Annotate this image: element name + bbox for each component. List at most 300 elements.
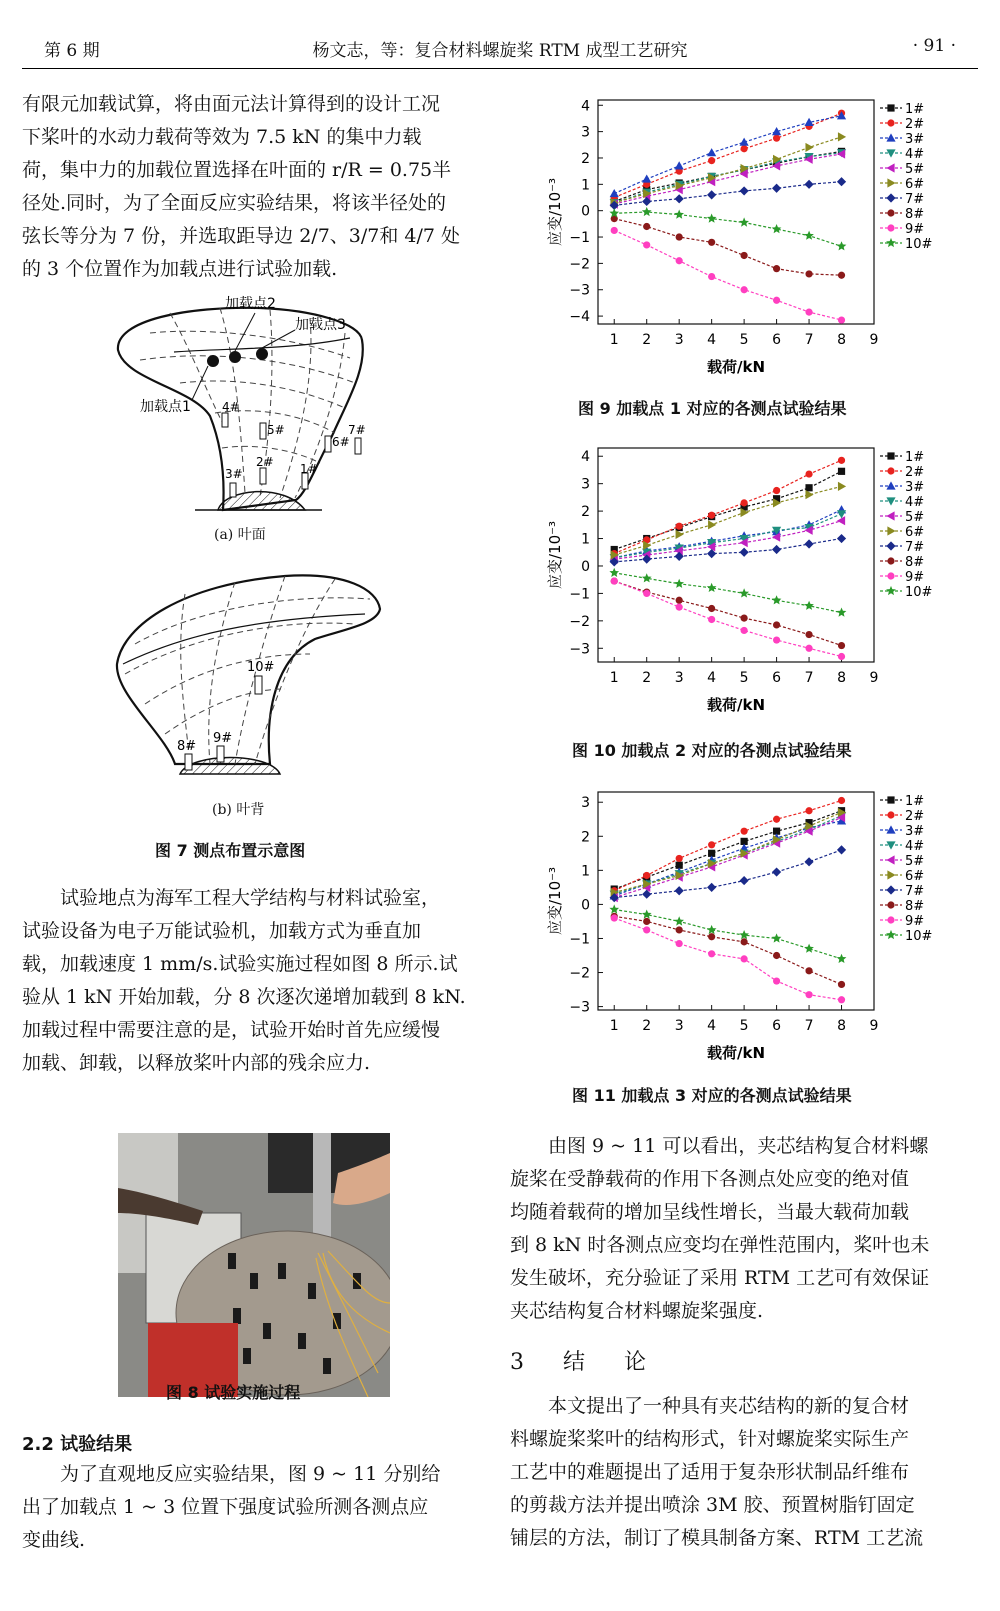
y-tick-label: −3 [569,641,590,658]
data-point [642,910,652,919]
data-point [805,631,812,638]
data-point [804,857,813,866]
legend-label: 3# [905,132,925,147]
data-point [838,272,845,279]
data-point [838,316,845,323]
text-line: 本文提出了一种具有夹芯结构的新的复合材 [548,1395,910,1417]
y-tick-label: 2 [581,829,590,846]
data-point [643,926,650,933]
legend-marker [886,238,896,247]
data-point [741,627,748,634]
gauge-5-label: 5# [267,423,285,437]
data-point [707,214,717,223]
data-point [676,926,683,933]
data-point [838,482,846,491]
y-tick-label: 1 [581,863,590,880]
legend-label: 2# [905,117,925,132]
data-point [740,186,749,195]
legend-marker [887,811,894,818]
header-rule [22,68,978,69]
x-tick-label: 2 [642,1018,652,1034]
x-tick-label: 3 [674,332,684,348]
data-point [707,925,717,934]
y-tick-label: −4 [569,309,590,326]
legend-label: 8# [905,899,925,914]
data-point [739,217,749,226]
x-tick-label: 7 [804,332,814,348]
data-point [838,981,845,988]
series-6 [611,132,846,207]
data-point [804,231,814,240]
x-tick-label: 8 [837,1018,846,1034]
data-point [642,573,652,582]
data-point [708,512,715,519]
y-tick-label: −1 [569,931,590,948]
x-tick-label: 1 [609,1018,619,1034]
x-tick-label: 8 [837,670,846,686]
data-point [741,145,748,152]
data-point [773,621,780,628]
x-axis-label: 载荷/kN [706,696,766,714]
data-point [643,872,650,879]
y-tick-label: 0 [581,203,590,220]
y-tick-label: 1 [581,531,590,548]
x-tick-label: 6 [772,332,782,348]
gauge-4 [222,413,228,427]
paragraph-test-procedure [22,882,468,1080]
y-axis-label: 应变/10⁻³ [546,866,564,936]
text-line: 发生破坏，充分验证了采用 RTM 工艺可有效保证 [510,1267,930,1289]
gauge-1-label: 1# [300,462,318,476]
legend-label: 3# [905,824,925,839]
load-point-2-label: 加载点2 [225,296,276,312]
legend-label: 1# [905,102,925,117]
data-point [837,534,846,543]
figure-11-chart [538,784,938,1068]
data-point [772,933,782,942]
text-line: 加载、卸载，以释放桨叶内部的残余应力. [22,1052,371,1074]
section-3-heading: 3 结 论 [510,1350,662,1375]
data-point [772,595,782,604]
legend-marker [886,885,895,894]
axes [569,98,878,348]
data-point [805,470,812,477]
y-tick-label: 3 [581,795,590,812]
data-point [773,265,780,272]
figure-8-photo [118,1133,390,1397]
text-line: 试验地点为海军工程大学结构与材料试验室， [60,887,441,909]
data-point [837,177,846,186]
figure-11-caption: 图 11 加载点 3 对应的各测点试验结果 [572,1086,852,1105]
plot-frame [598,448,874,662]
data-point [741,286,748,293]
y-axis-label: 应变/10⁻³ [546,177,564,247]
legend-marker [886,541,895,550]
data-point [643,590,650,597]
text-line: 试验设备为电子万能试验机，加载方式为垂直加 [22,920,422,942]
text-line: 的 3 个位置作为加载点进行试验加载. [22,258,338,280]
series-8 [611,577,845,649]
data-point [676,855,683,862]
text-line: 加载过程中需要注意的是，试验开始时首先应缓慢 [22,1019,441,1041]
legend-label: 7# [905,192,925,207]
series-6 [611,482,846,560]
data-point [773,952,780,959]
x-tick-label: 5 [739,332,749,348]
y-tick-label: −1 [569,230,590,247]
text-line: 夹芯结构复合材料螺旋桨强度. [510,1300,764,1322]
data-point [708,841,715,848]
legend-label: 10# [905,929,933,944]
data-point [707,148,716,156]
legend-marker [886,855,894,864]
x-tick-label: 4 [707,1018,717,1034]
data-point [708,157,715,164]
x-tick-label: 7 [804,1018,814,1034]
text-line: 为了直观地反应实验结果，图 9 ~ 11 分别给 [60,1463,441,1485]
y-tick-label: 1 [581,177,590,194]
test-rig-illustration [118,1133,390,1397]
issue-number: 第 6 期 [44,41,100,61]
data-point [773,816,780,823]
text-line: 到 8 kN 时各测点应变均在弹性范围内，桨叶也未 [510,1234,930,1256]
gauge-8-label: 8# [177,739,197,754]
legend-label: 10# [905,585,933,600]
x-tick-label: 2 [642,332,652,348]
legend-label: 2# [905,465,925,480]
data-point [708,950,715,957]
legend-marker [886,930,896,939]
subcaption-a: (a) 叶面 [214,527,266,543]
data-point [837,241,847,250]
data-point [805,967,812,974]
y-tick-label: 4 [581,98,590,115]
data-point [838,642,845,649]
y-tick-label: 0 [581,897,590,914]
figure-8-caption: 图 8 试验实施过程 [166,1383,301,1402]
legend-label: 3# [905,480,925,495]
legend-marker [886,586,896,595]
x-tick-label: 5 [739,1018,749,1034]
data-point [805,645,812,652]
series-1 [611,807,845,893]
data-point [740,138,749,146]
legend-marker [887,178,895,187]
data-point [773,297,780,304]
data-point [741,252,748,259]
data-point [741,499,748,506]
data-point [676,523,683,530]
y-tick-label: 0 [581,558,590,575]
text-line: 工艺中的难题提出了适用于复杂形状制品纤维布 [510,1461,910,1483]
load-point-3-label: 加载点3 [295,317,346,333]
data-point [674,579,684,588]
y-tick-label: −3 [569,999,590,1016]
data-point [676,597,683,604]
data-point [739,930,749,939]
data-point [611,227,618,234]
data-point [643,241,650,248]
y-tick-label: 3 [581,476,590,493]
legend-marker [887,916,894,923]
load-point-1-marker [207,355,219,367]
x-tick-label: 2 [642,670,652,686]
gauge-3-label: 3# [225,467,243,481]
figure-10-caption: 图 10 加载点 2 对应的各测点试验结果 [572,741,852,760]
y-tick-label: −2 [569,256,590,273]
legend-label: 8# [905,555,925,570]
legend-marker [887,901,894,908]
y-tick-label: −2 [569,613,590,630]
data-point [675,161,684,169]
data-point [611,914,618,921]
gauge-6 [325,436,331,452]
x-axis-label: 载荷/kN [706,1044,766,1062]
data-point [805,270,812,277]
legend-label: 4# [905,839,925,854]
legend-label: 9# [905,570,925,585]
paragraph-conclusion [510,1390,956,1555]
page-number: · 91 · [912,36,956,56]
x-tick-label: 3 [674,670,684,686]
data-point [805,807,812,814]
data-point [609,568,619,577]
data-point [708,520,716,529]
x-tick-label: 4 [707,332,717,348]
text-line: 铺层的方法，制订了模具制备方案、RTM 工艺流 [510,1527,924,1549]
legend-label: 9# [905,914,925,929]
legend-label: 2# [905,809,925,824]
figure-7b-blade-back [105,564,390,789]
data-point [804,180,813,189]
running-title: 杨文志，等：复合材料螺旋桨 RTM 成型工艺研究 [312,41,688,61]
legend-label: 9# [905,222,925,237]
data-point [772,224,782,233]
legend-marker [887,526,895,535]
gauge-2 [260,468,266,484]
paragraph-load-setup [22,88,468,286]
legend [880,794,932,944]
legend-marker [887,572,894,579]
gauge-5 [260,423,266,439]
axes [569,448,878,686]
legend-label: 8# [905,207,925,222]
data-point [772,545,781,554]
data-point [805,484,812,491]
x-tick-label: 8 [837,332,846,348]
data-point [707,190,716,199]
x-tick-label: 6 [772,1018,782,1034]
text-line: 径处.同时，为了全面反应实验结果，将该半径处的 [22,192,447,214]
data-point [708,605,715,612]
text-line: 均随着载荷的增加呈线性增长，当最大载荷加载 [510,1201,910,1223]
data-point [838,457,845,464]
data-point [708,239,715,246]
data-point [773,487,780,494]
gauge-3 [230,483,236,497]
legend-marker [887,224,894,231]
subcaption-b: (b) 叶背 [212,802,265,818]
x-axis-label: 载荷/kN [706,358,766,376]
data-point [805,991,812,998]
legend-marker [887,796,894,803]
data-point [675,194,684,203]
data-point [740,548,749,557]
text-line: 出了加载点 1 ~ 3 位置下强度试验所测各测点应 [22,1496,429,1518]
legend-marker [887,452,894,459]
x-tick-label: 1 [609,332,619,348]
data-point [838,653,845,660]
data-point [611,577,618,584]
text-line: 下桨叶的水动力载荷等效为 7.5 kN 的集中力载 [22,126,422,148]
x-tick-label: 9 [869,1018,879,1034]
data-point [708,933,715,940]
data-point [773,977,780,984]
y-tick-label: −2 [569,965,590,982]
data-point [675,886,684,895]
plot-frame [598,792,874,1010]
data-point [642,207,652,216]
legend-label: 1# [905,450,925,465]
load-point-2-marker [229,351,241,363]
data-point [708,273,715,280]
paragraph-results-intro [22,1458,468,1557]
text-line: 料螺旋桨桨叶的结构形式，针对螺旋桨实际生产 [510,1428,910,1450]
data-point [741,938,748,945]
gauge-7 [355,438,361,454]
data-point [805,490,813,499]
x-tick-label: 9 [869,670,879,686]
legend-marker [887,119,894,126]
data-point [707,883,716,892]
y-tick-label: 3 [581,124,590,141]
data-point [739,588,749,597]
legend-label: 5# [905,162,925,177]
legend-label: 6# [905,869,925,884]
legend-label: 4# [905,495,925,510]
y-tick-label: 2 [581,504,590,521]
text-line: 的剪裁方法并提出喷涂 3M 胶、预置树脂钉固定 [510,1494,915,1516]
text-line: 载，加载速度 1 mm/s.试验实施过程如图 8 所示.试 [22,953,458,975]
data-point [676,257,683,264]
data-point [838,468,845,475]
figure-7-caption: 图 7 测点布置示意图 [155,841,306,860]
text-line: 荷，集中力的加载位置选择在叶面的 r/R = 0.75半 [22,159,452,181]
paragraph-result-analysis [510,1130,956,1328]
y-tick-label: −1 [569,586,590,603]
legend-marker [887,467,894,474]
data-point [676,940,683,947]
legend-marker [886,193,895,202]
legend-label: 7# [905,884,925,899]
legend-marker [887,557,894,564]
figure-9-chart [538,92,938,382]
x-tick-label: 6 [772,670,782,686]
gauge-6-label: 6# [332,435,350,449]
data-point [838,996,845,1003]
data-point [609,904,619,913]
legend-label: 10# [905,237,933,252]
figure-10-chart [538,440,938,720]
legend-label: 1# [905,794,925,809]
data-point [804,601,814,610]
data-point [674,916,684,925]
x-tick-label: 9 [869,332,879,348]
legend-label: 4# [905,147,925,162]
x-tick-label: 1 [609,670,619,686]
x-tick-label: 7 [804,670,814,686]
gauge-10-label: 10# [247,660,275,675]
gauge-9 [217,746,224,762]
data-point [773,135,780,142]
legend-label: 5# [905,510,925,525]
data-point [708,616,715,623]
legend-marker [887,104,894,111]
data-point [772,867,781,876]
data-point [837,954,847,963]
data-point [642,174,651,182]
text-line: 旋桨在受静载荷的作用下各测点处应变的绝对值 [510,1168,910,1190]
legend [880,102,932,252]
gauge-10 [255,676,262,694]
data-point [741,955,748,962]
legend-marker [887,870,895,879]
y-tick-label: 2 [581,150,590,167]
gauge-4-label: 4# [222,400,240,414]
section-2-2-heading: 2.2 试验结果 [22,1434,133,1455]
axes [569,792,878,1034]
data-point [805,309,812,316]
text-line: 变曲线. [22,1529,86,1551]
legend-marker [886,163,894,172]
data-point [837,845,846,854]
legend-label: 5# [905,854,925,869]
data-point [804,944,814,953]
data-point [838,132,846,141]
figure-7a-blade-face [110,288,390,520]
x-tick-label: 5 [739,670,749,686]
legend-label: 7# [905,540,925,555]
x-tick-label: 4 [707,670,717,686]
figure-9-caption: 图 9 加载点 1 对应的各测点试验结果 [578,399,847,418]
load-point-1-label: 加载点1 [140,399,191,415]
legend-label: 6# [905,525,925,540]
text-line: 有限元加载试算，将由面元法计算得到的设计工况 [22,93,441,115]
data-point [610,189,619,197]
data-point [643,223,650,230]
load-point-3-marker [256,348,268,360]
data-point [804,539,813,548]
data-point [643,918,650,925]
data-point [676,530,684,539]
data-point [676,233,683,240]
legend-marker [887,209,894,216]
text-line: 弦长等分为 7 份，并选取距导边 2/7、3/7和 4/7 处 [22,225,461,247]
gauge-2-label: 2# [256,455,274,469]
y-tick-label: 4 [581,449,590,466]
legend-marker [886,511,894,520]
data-point [805,143,813,152]
gauge-8 [185,754,192,770]
gauge-9-label: 9# [213,731,233,746]
y-axis-label: 应变/10⁻³ [546,520,564,590]
text-line: 由图 9 ~ 11 可以看出，夹芯结构复合材料螺 [548,1135,929,1157]
legend-label: 6# [905,177,925,192]
data-point [707,583,717,592]
x-tick-label: 3 [674,1018,684,1034]
data-point [837,608,847,617]
legend [880,450,932,600]
